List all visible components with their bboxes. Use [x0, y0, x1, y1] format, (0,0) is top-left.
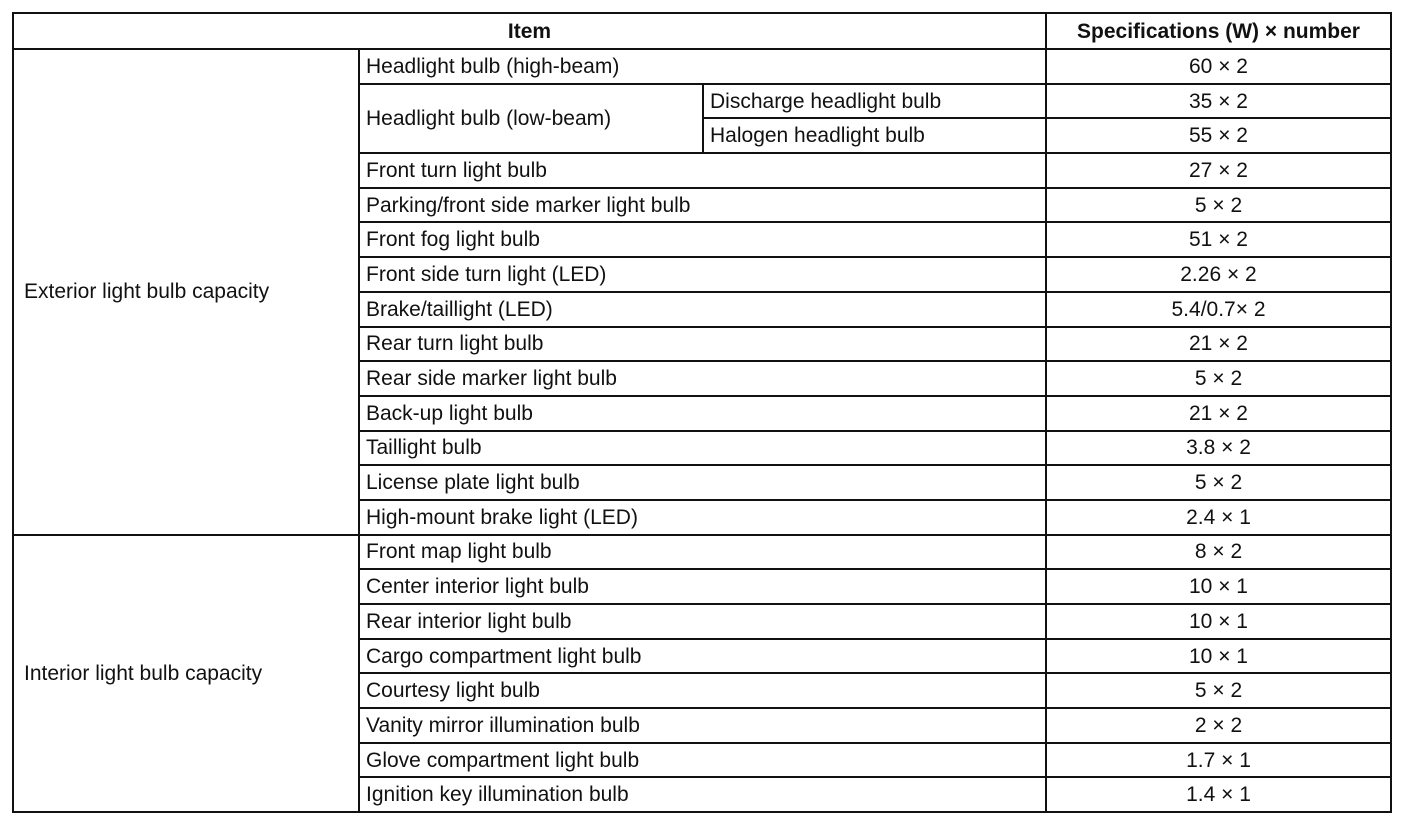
spec-cell: 21 × 2 [1046, 327, 1391, 362]
item-cell: Rear side marker light bulb [359, 361, 1046, 396]
spec-cell: 5 × 2 [1046, 361, 1391, 396]
spec-cell: 8 × 2 [1046, 535, 1391, 570]
item-cell: High-mount brake light (LED) [359, 500, 1046, 535]
item-cell: Front turn light bulb [359, 153, 1046, 188]
table-row [13, 535, 1391, 570]
item-cell: Glove compartment light bulb [359, 743, 1046, 778]
bulb-spec-table [12, 12, 1392, 813]
spec-cell: 51 × 2 [1046, 222, 1391, 257]
sub-item-cell: Discharge headlight bulb [703, 84, 1046, 119]
header-row [13, 13, 1391, 49]
spec-cell: 3.8 × 2 [1046, 431, 1391, 466]
spec-cell: 60 × 2 [1046, 49, 1391, 84]
interior-group-label: Interior light bulb capacity [13, 535, 359, 813]
exterior-group-label: Exterior light bulb capacity [13, 49, 359, 535]
item-cell: Rear interior light bulb [359, 604, 1046, 639]
spec-cell: 10 × 1 [1046, 639, 1391, 674]
spec-cell: 5.4/0.7× 2 [1046, 292, 1391, 327]
item-cell: Center interior light bulb [359, 569, 1046, 604]
spec-cell: 10 × 1 [1046, 604, 1391, 639]
item-cell: Headlight bulb (low-beam) [359, 84, 703, 153]
spec-cell: 27 × 2 [1046, 153, 1391, 188]
spec-cell: 1.7 × 1 [1046, 743, 1391, 778]
item-cell: Ignition key illumination bulb [359, 777, 1046, 812]
spec-cell: 10 × 1 [1046, 569, 1391, 604]
item-cell: Vanity mirror illumination bulb [359, 708, 1046, 743]
spec-header: Specifications (W) × number [1046, 13, 1391, 49]
item-cell: Rear turn light bulb [359, 327, 1046, 362]
spec-cell: 5 × 2 [1046, 673, 1391, 708]
item-cell: Parking/front side marker light bulb [359, 188, 1046, 223]
spec-cell: 55 × 2 [1046, 118, 1391, 153]
item-cell: Front map light bulb [359, 535, 1046, 570]
spec-cell: 35 × 2 [1046, 84, 1391, 119]
spec-cell: 21 × 2 [1046, 396, 1391, 431]
spec-cell: 5 × 2 [1046, 465, 1391, 500]
item-cell: Brake/taillight (LED) [359, 292, 1046, 327]
item-cell: Courtesy light bulb [359, 673, 1046, 708]
spec-cell: 1.4 × 1 [1046, 777, 1391, 812]
item-cell: License plate light bulb [359, 465, 1046, 500]
item-cell: Front fog light bulb [359, 222, 1046, 257]
item-cell: Headlight bulb (high-beam) [359, 49, 1046, 84]
item-header: Item [13, 13, 1046, 49]
spec-cell: 2 × 2 [1046, 708, 1391, 743]
item-cell: Taillight bulb [359, 431, 1046, 466]
spec-cell: 2.4 × 1 [1046, 500, 1391, 535]
item-cell: Back-up light bulb [359, 396, 1046, 431]
spec-cell: 5 × 2 [1046, 188, 1391, 223]
item-cell: Cargo compartment light bulb [359, 639, 1046, 674]
item-cell: Front side turn light (LED) [359, 257, 1046, 292]
spec-cell: 2.26 × 2 [1046, 257, 1391, 292]
table-row [13, 49, 1391, 84]
sub-item-cell: Halogen headlight bulb [703, 118, 1046, 153]
